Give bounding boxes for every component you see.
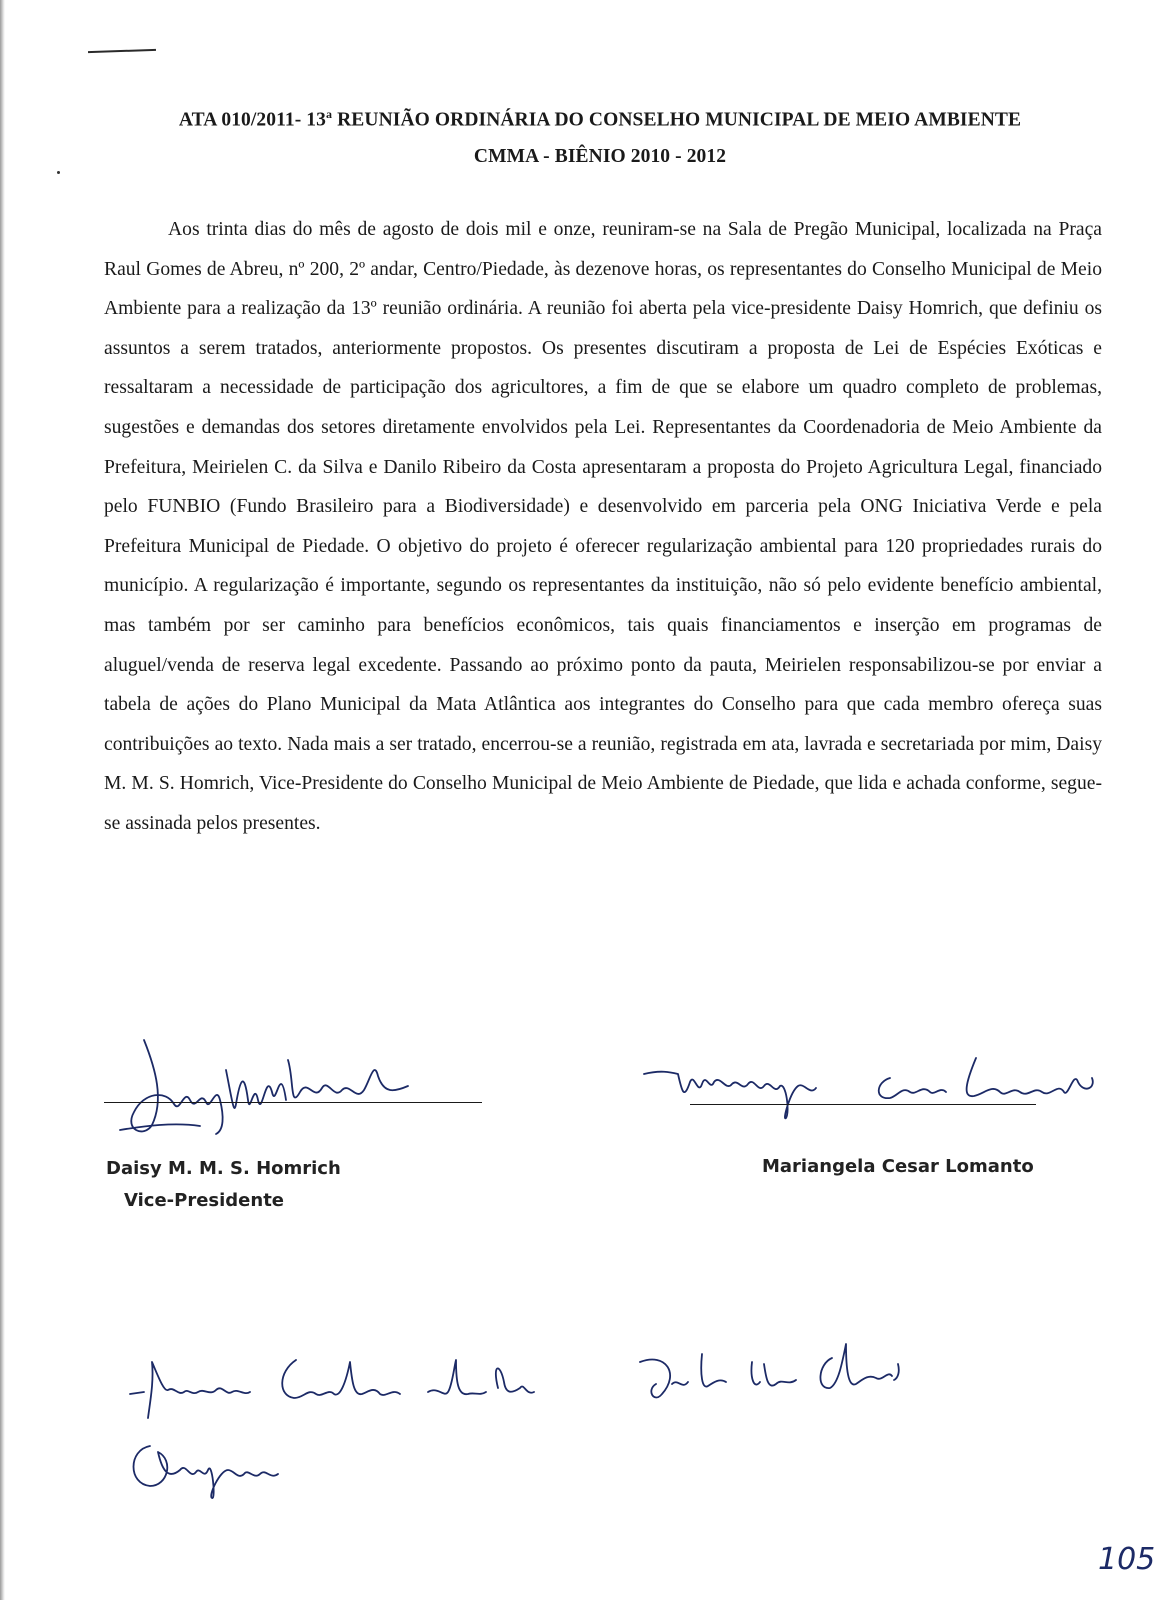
signature-meirielen [128,1352,538,1422]
document-title [100,96,1100,175]
title-line-2: CMMA - BIÊNIO 2010 - 2012 [473,145,727,167]
signature-rodrigo [128,1440,308,1500]
signature-line-left [104,1102,482,1103]
signer-name-left: Daisy M. M. S. Homrich [106,1158,341,1179]
signature-danilo [636,1334,906,1414]
title-line-1: ATA 010/2011- 13$^a$ REUNIÃO ORDINÁRIA DO CONSELHO MUNICIPAL DE MEIO AMBIENTE [178,107,1022,131]
page-number: 105 [1098,1542,1156,1577]
signer-role-left: Vice-Presidente [124,1190,285,1211]
scan-edge [0,0,5,1600]
minutes-body: Aos trinta dias do mês de agosto de dois mil e onze, reuniram-se na Sala de Pregão Municipal, localizada na Praça Raul Gomes de Abreu, nº 200, 2º andar, Centro/Piedade, às dezenove horas, os representantes do Conselho Municipal de Meio Ambiente para a realização da 13º reunião ordinária. A reunião foi aberta pela vice-presidente Daisy Homrich, que definiu os assuntos a serem tratados, anteriormente propostos. Os presentes discutiram a proposta de Lei de Espécies Exóticas e ressaltaram a necessidade de participação dos agricultores, a fim de que se elabore um quadro completo de problemas, sugestões e demandas dos setores diretamente envolvidos pela Lei. Representantes da Coordenadoria de Meio Ambiente da Prefeitura, Meirielen C. da Silva e Danilo Ribeiro da Costa apresentaram a proposta do Projeto Agricultura Legal, financiado pelo FUNBIO (Fundo Brasileiro para a Biodiversidade) e desenvolvido em parceria pela ONG Iniciativa Verde e pela Prefeitura Municipal de Piedade. O objetivo do projeto é oferecer regularização ambiental para 120 propriedades rurais do município. A regularização é importante, segundo os representantes da instituição, não só pelo evidente benefício ambiental, mas também por ser caminho para benefícios econômicos, tais quais financiamentos e inserção em programas de aluguel/venda de reserva legal excedente. Passando ao próximo ponto da pauta, Meirielen responsabilizou-se por enviar a tabela de ações do Plano Municipal da Mata Atlântica aos integrantes do Conselho para que cada membro ofereça suas contribuições ao texto. Nada mais a ser tratado, encerrou-se a reunião, registrada em ata, lavrada e secretariada por mim, Daisy M. M. S. Homrich, Vice-Presidente do Conselho Municipal de Meio Ambiente de Piedade, que lida e achada conforme, segue-se assinada pelos presentes. [104,219,1102,834]
signature-mariangela [640,1052,1100,1122]
signer-name-right: Mariangela Cesar Lomanto [762,1156,1034,1177]
signature-line-right [690,1104,1036,1105]
corner-mark [88,49,156,53]
signature-daisy [104,1030,414,1140]
scan-speck [57,171,60,174]
